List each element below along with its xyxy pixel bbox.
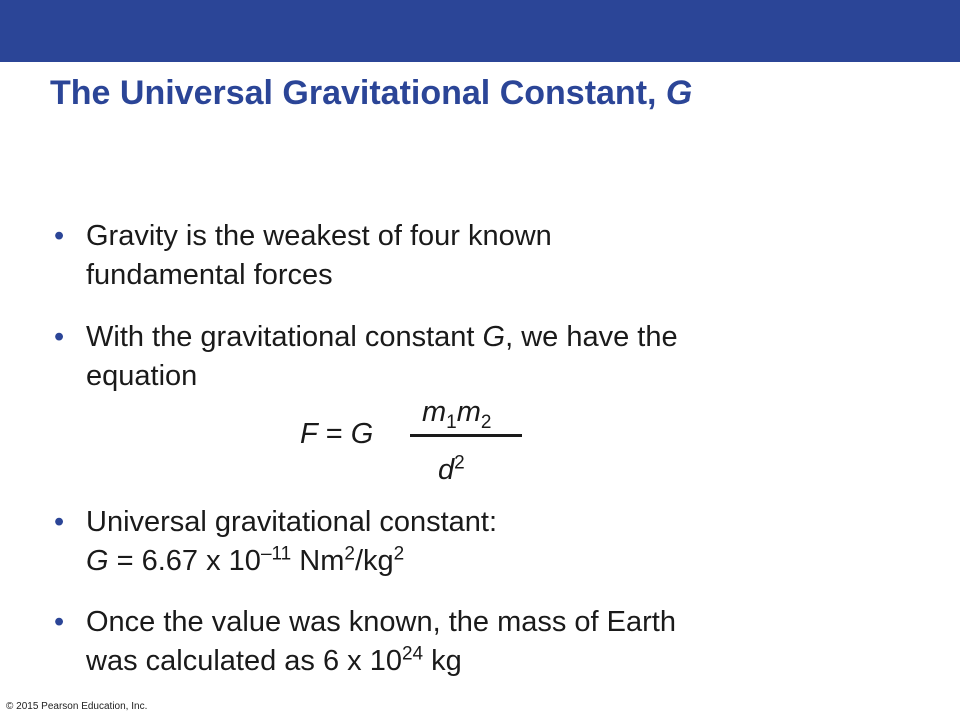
mass-symbol: m [422,396,447,428]
exponent: 2 [454,452,465,474]
bullet-earth-mass [54,603,914,681]
text-segment: /kg [354,545,394,577]
text-segment: kg [423,645,462,677]
constant-symbol: G [350,418,374,450]
g-value-line [86,542,914,581]
text-segment: Nm [291,545,345,577]
equation-lhs [300,418,373,451]
equals-sign: = [317,418,351,450]
bullet-line: Gravity is the weakest of four known [86,220,552,252]
bullet-line [86,642,914,681]
bullet-universal-constant [54,503,914,581]
mass-symbol: m [456,396,481,428]
bullet-text [86,217,914,295]
text-segment: was calculated as 6 x 10 [86,645,402,677]
bullet-dot: • [54,321,65,353]
distance-symbol: d [438,454,455,486]
fraction-bar [410,434,522,437]
exponent: 2 [344,543,355,565]
bullet-line: Universal gravitational constant: [86,506,498,538]
bullet-dot: • [54,506,65,538]
copyright-notice: © 2015 Pearson Education, Inc. [6,701,148,712]
bullet-line: fundamental forces [86,259,333,291]
force-symbol: F [300,418,318,450]
bullet-line [86,318,914,357]
text-segment: With the gravitational constant [86,321,483,353]
constant-symbol: G [86,545,109,577]
gravity-equation [300,396,540,488]
exponent: –11 [260,543,292,565]
text-segment: , we have the [505,321,678,353]
bullet-dot: • [54,220,65,252]
bullet-gravitational-constant [54,318,914,396]
bullet-gravity-weakest [54,217,914,295]
bullet-text [86,503,914,581]
bullet-text [86,603,914,681]
bullet-line: Once the value was known, the mass of Earth [86,606,676,638]
subscript: 2 [480,411,492,433]
slide-title-symbol: G [665,74,693,112]
text-segment: = 6.67 x 10 [108,545,261,577]
exponent: 24 [401,643,424,665]
equation-numerator [422,396,492,433]
subscript: 1 [446,411,457,433]
bullet-text [86,318,914,396]
slide-title-text: The Universal Gravitational Constant, [50,74,666,112]
exponent: 2 [393,543,405,565]
constant-symbol: G [482,321,506,353]
bullet-line: equation [86,360,198,392]
equation-denominator [438,454,465,487]
bullet-dot: • [54,606,65,638]
